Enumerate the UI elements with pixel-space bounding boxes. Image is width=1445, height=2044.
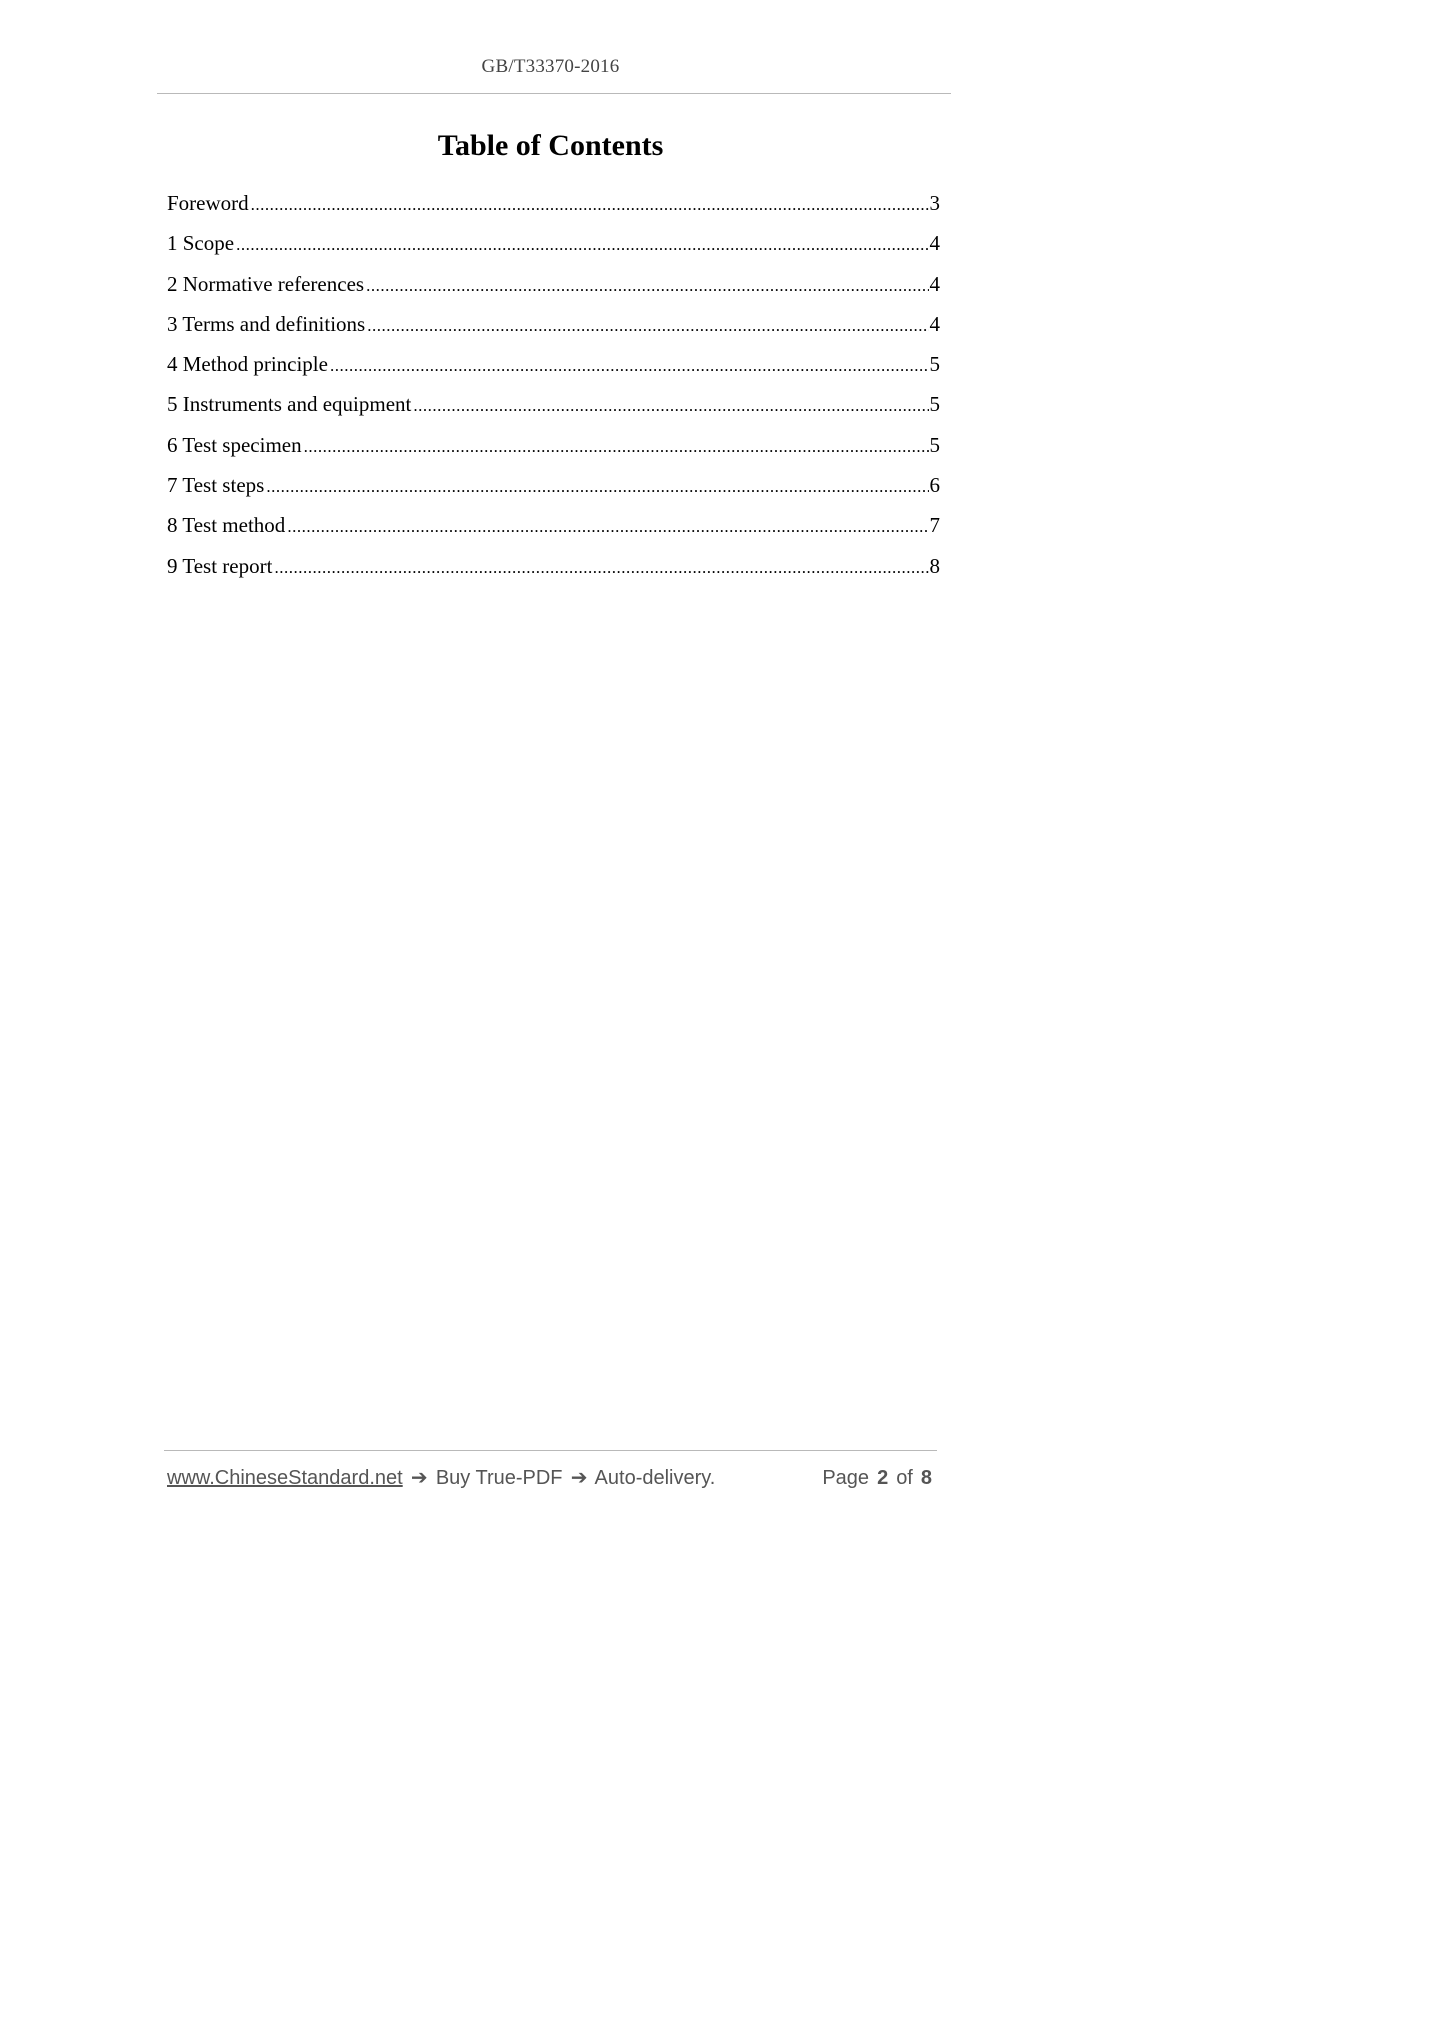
toc-entry-foreword[interactable]	[167, 188, 940, 228]
dot-leader	[367, 311, 928, 341]
page-indicator	[822, 1464, 932, 1492]
dot-leader	[330, 351, 929, 381]
toc-entry-page: 4	[929, 231, 940, 256]
toc-entry-page: 8	[929, 553, 940, 578]
toc-entry-method-principle[interactable]	[167, 349, 940, 389]
page-footer	[167, 1464, 937, 1492]
buy-true-pdf-text: Buy True-PDF	[435, 1467, 563, 1489]
toc-entry-label: Foreword	[167, 191, 249, 215]
toc-entry-scope[interactable]	[167, 228, 940, 268]
toc-entry-normative-references[interactable]	[167, 269, 940, 309]
footer-divider	[164, 1450, 937, 1451]
dot-leader	[251, 190, 929, 220]
toc-entry-page: 6	[929, 473, 940, 498]
dot-leader	[366, 271, 928, 301]
footer-promo	[167, 1464, 715, 1492]
toc-entry-label: 4 Method principle	[167, 352, 328, 377]
page-word: Page	[822, 1467, 870, 1489]
toc-entry-label: 7 Test steps	[167, 473, 265, 498]
running-header: GB/T33370-2016	[481, 56, 620, 77]
toc-entry-label: 6 Test specimen	[167, 432, 302, 457]
toc-entry-label: 3 Terms and definitions	[167, 311, 366, 336]
table-of-contents	[167, 188, 940, 591]
of-word: of	[896, 1467, 913, 1489]
toc-entry-test-specimen[interactable]	[167, 430, 940, 470]
toc-entry-page: 4	[929, 271, 940, 296]
current-page-number: 2	[877, 1467, 889, 1489]
toc-entry-label: 5 Instruments and equipment	[167, 392, 412, 417]
dot-leader	[304, 432, 929, 462]
dot-leader	[287, 512, 928, 542]
toc-entry-page: 3	[929, 191, 940, 215]
toc-entry-test-steps[interactable]	[167, 470, 940, 510]
toc-entry-label: 9 Test report	[167, 553, 273, 578]
dot-leader	[236, 230, 928, 260]
toc-entry-page: 5	[929, 432, 940, 457]
toc-entry-page: 5	[929, 352, 940, 377]
website-link[interactable]: www.ChineseStandard.net	[167, 1467, 403, 1489]
toc-entry-label: 8 Test method	[167, 513, 286, 538]
dot-leader	[266, 472, 928, 502]
toc-title: Table of Contents	[437, 129, 664, 162]
dot-leader	[413, 391, 928, 421]
total-pages-number: 8	[920, 1467, 932, 1489]
auto-delivery-text: Auto-delivery.	[594, 1467, 716, 1489]
arrow-right-icon: ➔	[570, 1467, 588, 1489]
toc-entry-test-method[interactable]	[167, 510, 940, 550]
toc-entry-page: 7	[929, 513, 940, 538]
arrow-right-icon: ➔	[410, 1467, 428, 1489]
toc-entry-label: 1 Scope	[167, 231, 235, 256]
toc-entry-instruments-and-equipment[interactable]	[167, 389, 940, 429]
toc-entry-page: 5	[929, 392, 940, 417]
header-divider	[157, 93, 951, 94]
toc-entry-terms-and-definitions[interactable]	[167, 309, 940, 349]
toc-entry-test-report[interactable]	[167, 551, 940, 591]
dot-leader	[274, 553, 928, 583]
toc-entry-page: 4	[929, 311, 940, 336]
toc-entry-label: 2 Normative references	[167, 271, 365, 296]
